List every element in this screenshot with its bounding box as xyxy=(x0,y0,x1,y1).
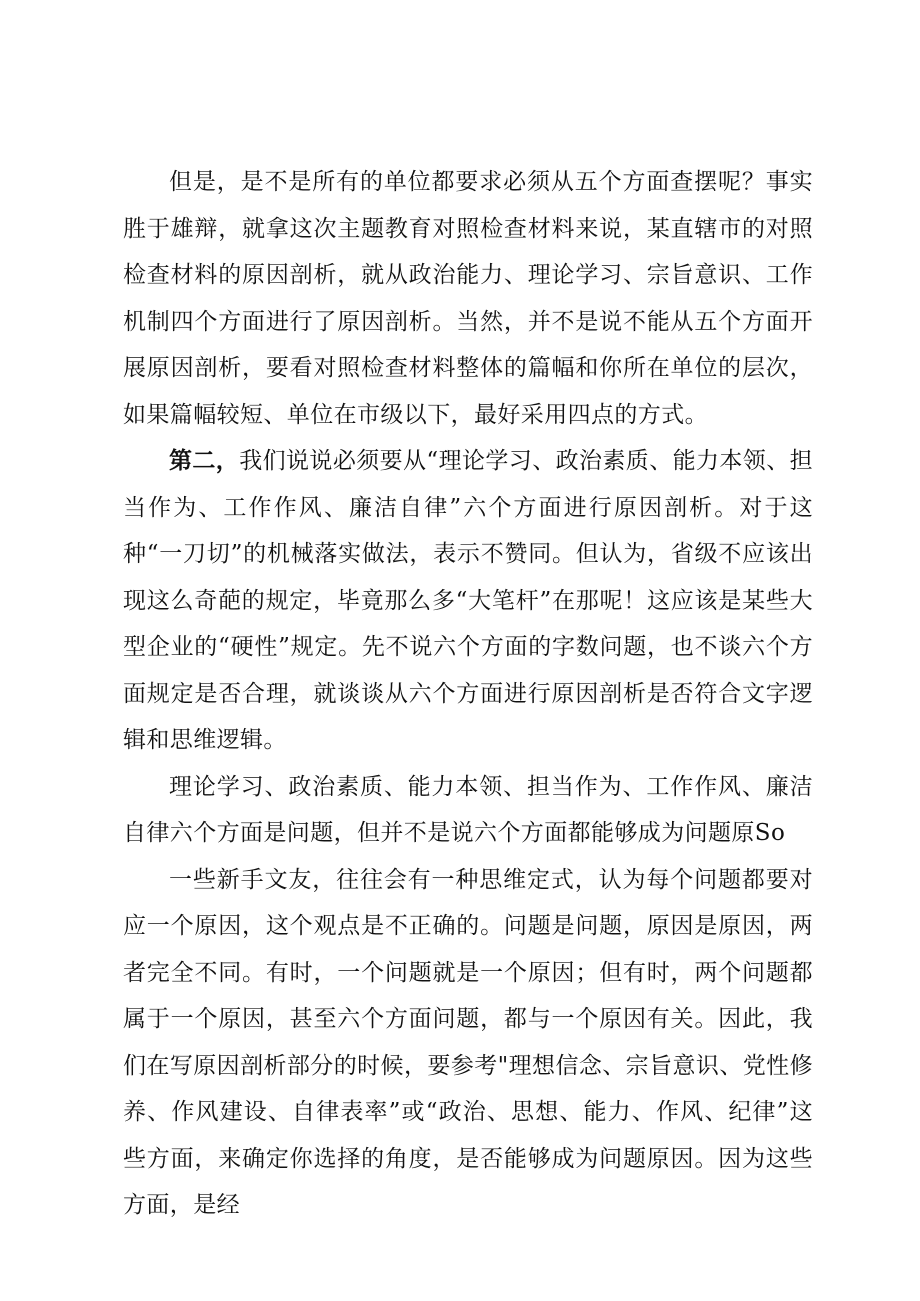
paragraph-4 xyxy=(123,857,813,1229)
paragraph-3-text: 理论学习、政治素质、能力本领、担当作为、工作作风、廉洁自律六个方面是问题，但并不是说六个方面都能够成为问题原So xyxy=(123,773,813,846)
document-body xyxy=(123,159,813,1229)
paragraph-4-text: 一些新手文友，往往会有一种思维定式，认为每个问题都要对应一个原因，这个观点是不正确的。问题是问题，原因是原因，两者完全不同。有时，一个问题就是一个原因；但有时，两个问题都属于一个原因，甚至六个方面问题，都与一个原因有关。因此，我们在写原因剖析部分的时候，要参考"理想信念、宗旨意识、党性修养、作风建设、自律表率”或“政治、思想、能力、作风、纪律”这些方面，来确定你选择的角度，是否能够成为问题原因。因为这些方面，是经 xyxy=(123,866,813,1218)
paragraph-1 xyxy=(123,159,813,438)
paragraph-1-text: 但是，是不是所有的单位都要求必须从五个方面查摆呢？事实胜于雄辩，就拿这次主题教育对照检查材料来说，某直辖市的对照检查材料的原因剖析，就从政治能力、理论学习、宗旨意识、工作机制四个方面进行了原因剖析。当然，并不是说不能从五个方面开展原因剖析，要看对照检查材料整体的篇幅和你所在单位的层次，如果篇幅较短、单位在市级以下，最好采用四点的方式。 xyxy=(123,169,813,428)
paragraph-3 xyxy=(123,764,813,857)
paragraph-2-lead: 第二， xyxy=(169,447,240,474)
paragraph-2 xyxy=(123,438,813,764)
paragraph-2-text: 我们说说必须要从“理论学习、政治素质、能力本领、担当作为、工作作风、廉洁自律”六个方面进行原因剖析。对于这种“一刀切”的机械落实做法，表示不赞同。但认为，省级不应该出现这么奇葩的规定，毕竟那么多“大笔杆”在那呢！这应该是某些大型企业的“硬性”规定。先不说六个方面的字数问题，也不谈六个方面规定是否合理，就谈谈从六个方面进行原因剖析是否符合文字逻辑和思维逻辑。 xyxy=(123,448,814,753)
